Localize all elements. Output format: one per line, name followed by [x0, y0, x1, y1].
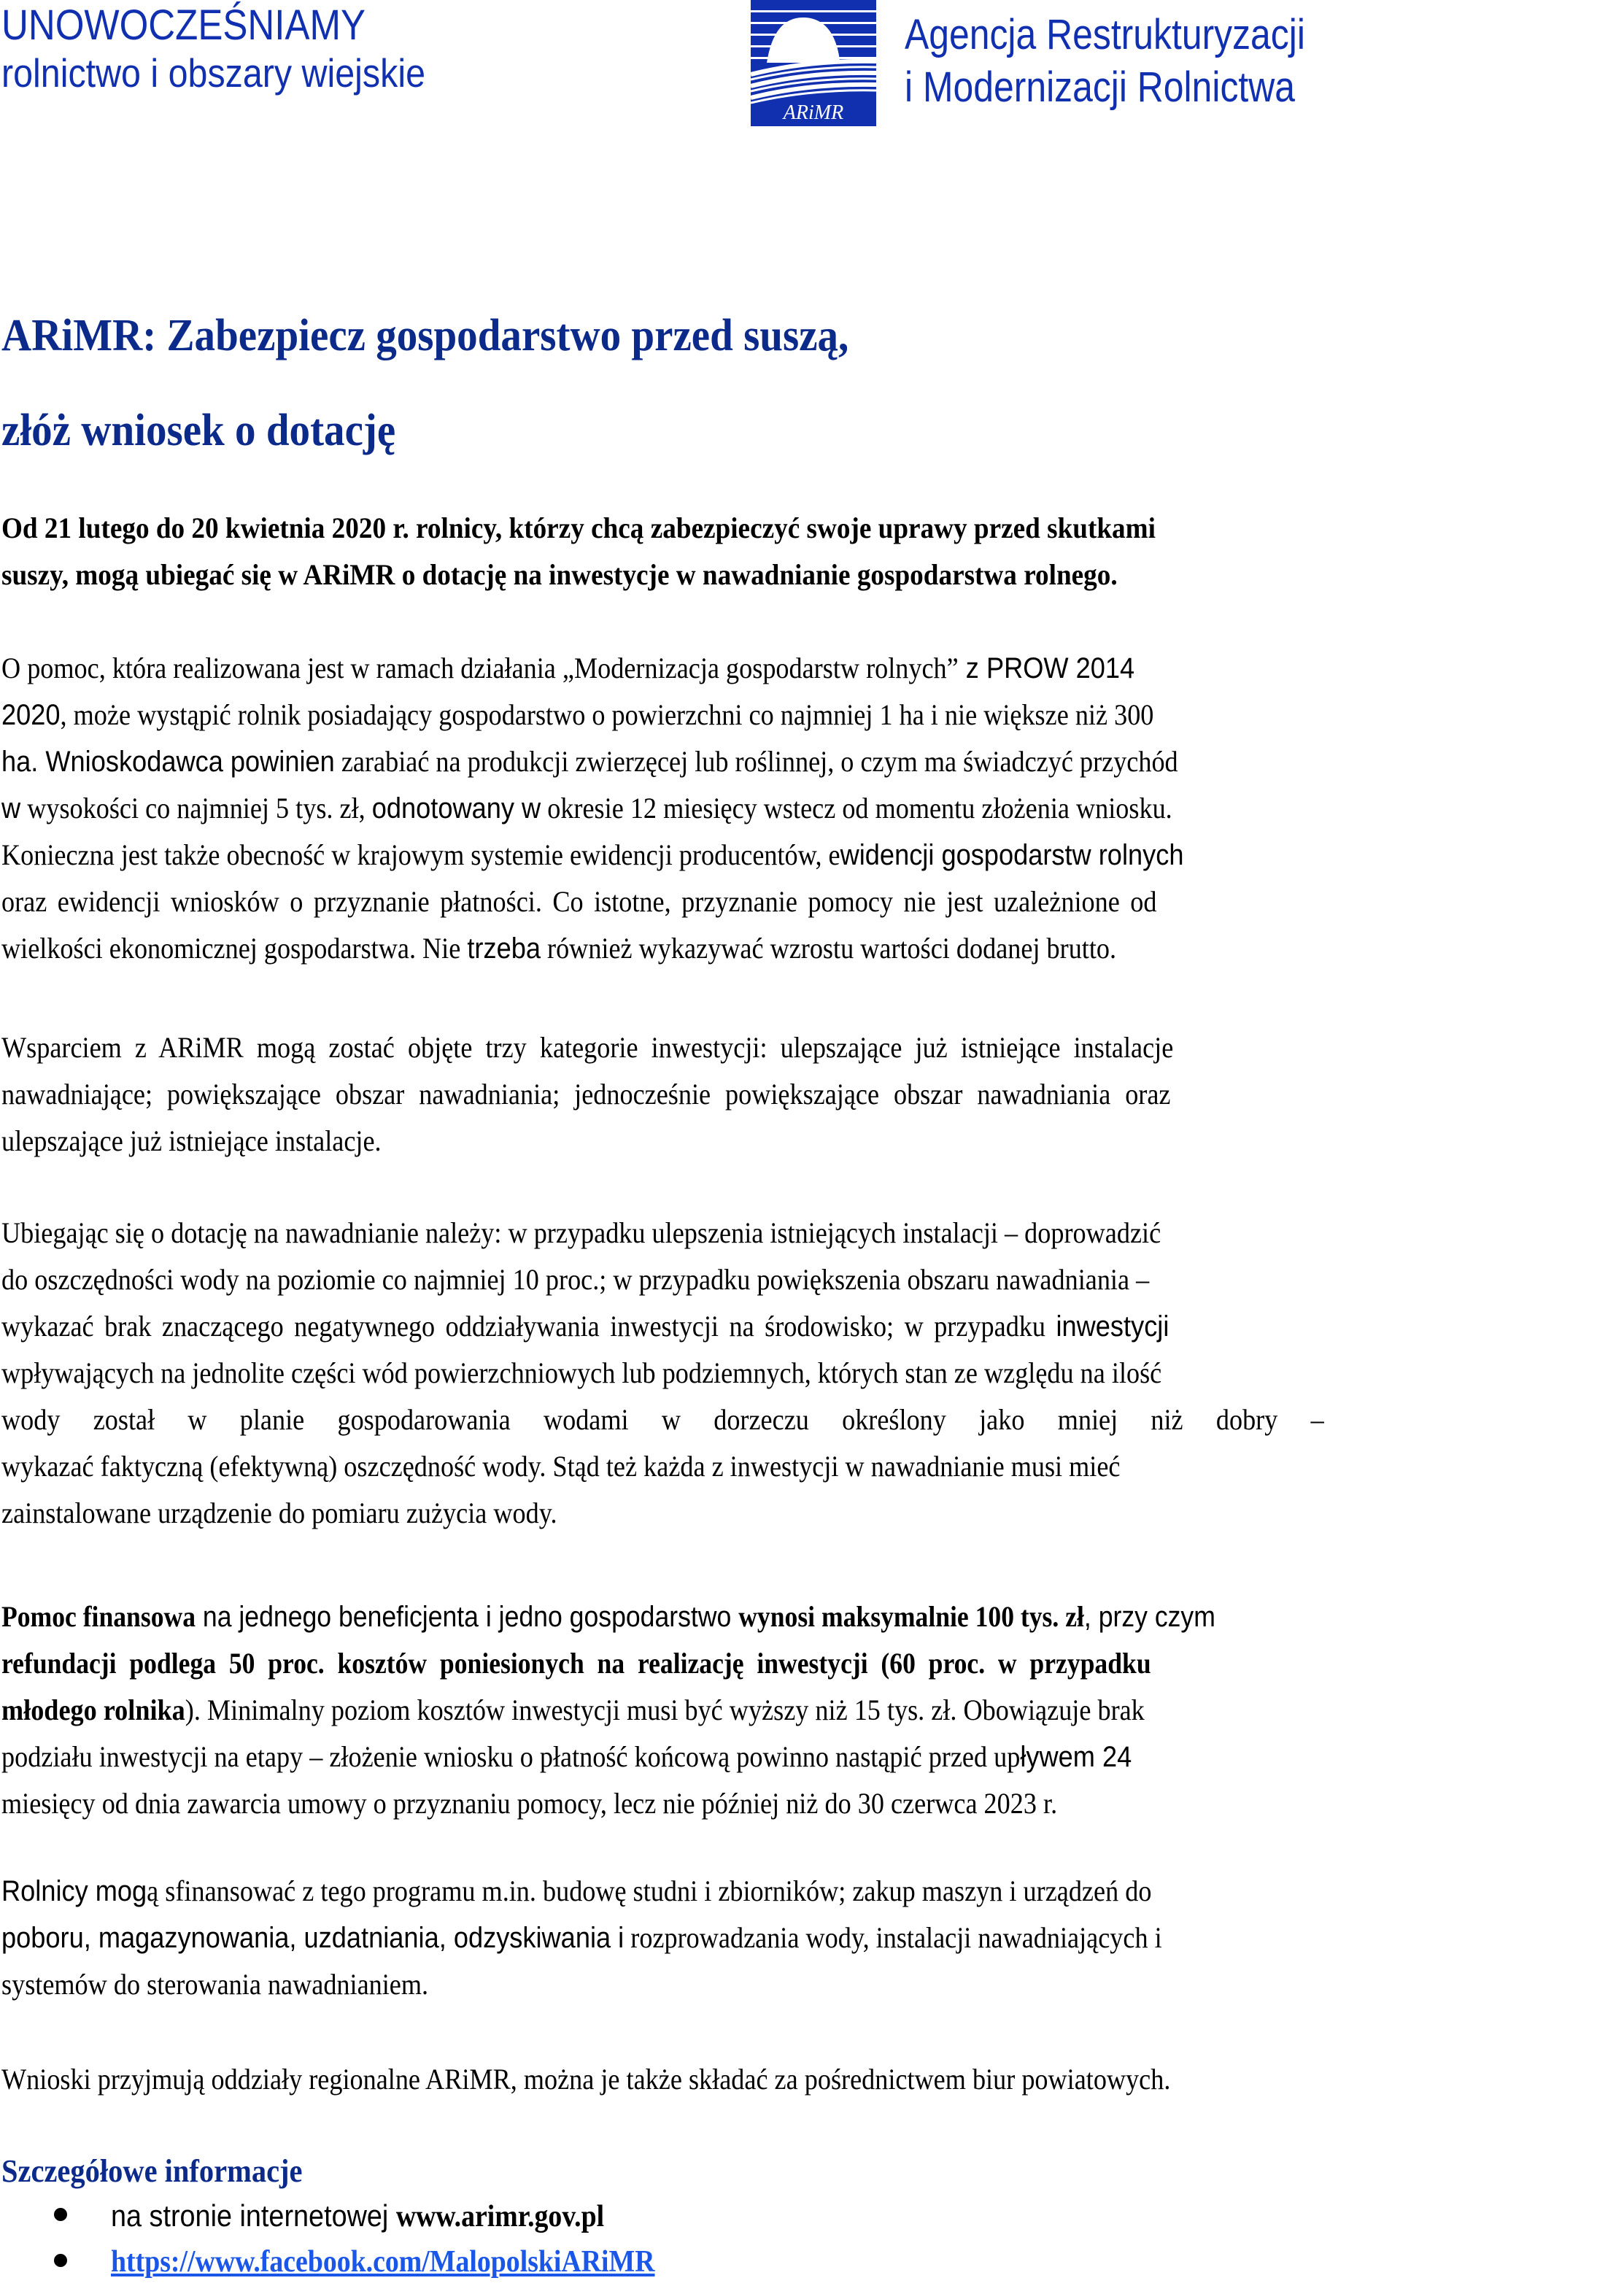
slogan-logo [1, 1, 483, 96]
eligibility-paragraph [1, 645, 1592, 972]
facebook-link[interactable]: https://www.facebook.com/MalopolskiARiMR [111, 2245, 655, 2279]
paragraph-line [1, 785, 1441, 832]
text-run: z PROW 2014 [958, 652, 1135, 684]
paragraph-line: wpływających na jednolite części wód powierzchniowych lub podziemnych, których stan ze względu na ilość [1, 1356, 1162, 1389]
agency-name [905, 9, 1370, 114]
text-run: wykazać brak znaczącego negatywnego oddziaływania inwestycji na środowisko; w przypadku [1, 1310, 1056, 1343]
paragraph-line: miesięcy od dnia zawarcia umowy o przyznaniu pomocy, lecz nie później niż do 30 czerwca 2023 r. [1, 1787, 1058, 1820]
text-run: wielkości ekonomicznej gospodarstwa. Nie [1, 932, 468, 965]
paragraph-line: zainstalowane urządzenie do pomiaru zużycia wody. [1, 1496, 557, 1529]
details-heading [1, 2151, 328, 2192]
paragraph-line [1, 1868, 1441, 1915]
text-run: 2020 [1, 699, 61, 731]
text-run: trzeba [467, 932, 541, 965]
lead-line: suszy, mogą ubiegać się w ARiMR o dotację na inwestycje w nawadnianie gospodarstwa rolnego. [1, 558, 1118, 591]
paragraph-line [1, 1594, 1417, 1640]
paragraph-line [1, 1915, 1441, 1961]
text-run: poboru, magazynowania, uzdatniania, odzyskiwania i [1, 1922, 625, 1954]
paragraph-line: wody został w planie gospodarowania wodami w dorzeczu określony jako mniej niż dobry – [1, 1403, 1324, 1436]
text-run: w [1, 792, 21, 824]
details-list-item [0, 2193, 715, 2239]
text-run: inwestycji [1056, 1310, 1169, 1343]
text-run: Rolnicy mog [1, 1875, 147, 1907]
text-run: młodego rolnika [1, 1694, 185, 1726]
text-run: podziału inwestycji na etapy – złożenie wniosku o płatność końcową powinno nastąpić przed up [1, 1740, 1021, 1773]
text-run: na jednego beneficjenta i jedno gospodarstwo [196, 1601, 739, 1633]
text-run: refundacji podlega 50 proc. kosztów poniesionych na realizację inwestycji (60 proc. w przypadku [1, 1647, 1151, 1680]
website-address[interactable]: www.arimr.gov.pl [395, 2200, 605, 2233]
page-title [1, 288, 922, 478]
paragraph-line [1, 1303, 1441, 1350]
agency-name-line-1: Agencja Restrukturyzacji [905, 11, 1305, 58]
paragraph-line: wykazać faktyczną (efektywną) oszczędność wody. Stąd też każda z inwestycji w nawadnianie musi mieć [1, 1450, 1121, 1483]
text-run: ływem 24 [1020, 1741, 1132, 1773]
text-run: wynosi maksymalnie 100 tys. zł [738, 1600, 1084, 1633]
text-run: , może wystąpić rolnik posiadający gospodarstwo o powierzchni co najmniej 1 ha i nie większe niż 300 [60, 698, 1154, 731]
text-run: ha. Wnioskodawca powinien [1, 746, 335, 778]
paragraph-line [1, 645, 1441, 692]
title-line-1: ARiMR: Zabezpiecz gospodarstwo przed suszą, [1, 311, 849, 360]
text-run: widencji gospodarstw rolnych [840, 839, 1184, 871]
arimr-logo-icon [751, 0, 876, 126]
paragraph-line: Wsparciem z ARiMR mogą zostać objęte trzy kategorie inwestycji: ulepszające już istniejące instalacje [1, 1031, 1174, 1064]
paragraph-line: ulepszające już istniejące instalacje. [1, 1124, 382, 1157]
bullet-icon [54, 2254, 67, 2267]
requirements-paragraph [1, 1210, 1592, 1537]
details-list [0, 2193, 715, 2285]
paragraph-line: Wnioski przyjmują oddziały regionalne ARiMR, można je także składać za pośrednictwem biur powiatowych. [1, 2063, 1171, 2096]
text-run: również wykazywać wzrostu wartości dodanej brutto. [540, 932, 1117, 965]
details-list-item [0, 2239, 715, 2285]
paragraph-line [1, 1640, 1417, 1687]
application-offices-paragraph [1, 2056, 1592, 2103]
text-run: wysokości co najmniej 5 tys. zł, [20, 792, 372, 824]
paragraph-line [1, 738, 1441, 785]
text-run: ). Minimalny poziom kosztów inwestycji musi być wyższy niż 15 tys. zł. Obowiązuje brak [185, 1694, 1145, 1726]
paragraph-line: nawadniające; powiększające obszar nawadniania; jednocześnie powiększające obszar nawadniania oraz [1, 1078, 1171, 1111]
text-run: rozprowadzania wody, instalacji nawadniających i [624, 1921, 1162, 1954]
paragraph-line: Ubiegając się o dotację na nawadnianie należy: w przypadku ulepszenia istniejących instalacji – doprowadzić [1, 1216, 1161, 1249]
text-run: O pomoc, która realizowana jest w ramach działania „Modernizacja gospodarstw rolnych” [1, 652, 959, 684]
text-run: ą sfinansować z tego programu m.in. budowę studni i zbiorników; zakup maszyn i urządzeń do [147, 1874, 1152, 1907]
details-heading-text: Szczegółowe informacje [1, 2153, 303, 2189]
paragraph-line: do oszczędności wody na poziomie co najmniej 10 proc.; w przypadku powiększenia obszaru nawadniania – [1, 1263, 1150, 1296]
paragraph-line [1, 1687, 1441, 1734]
investment-categories-paragraph [1, 1024, 1592, 1165]
logo-text: ARiMR [783, 101, 844, 124]
page-header [0, 0, 1624, 139]
text-run: odnotowany w [371, 792, 541, 824]
lead-paragraph [1, 505, 1592, 598]
funding-paragraph [1, 1594, 1592, 1827]
text-run: Konieczna jest także obecność w krajowym systemie ewidencji producentów, e [1, 838, 840, 871]
paragraph-line [1, 832, 1441, 878]
title-line-2: złóż wniosek o dotację [1, 406, 396, 455]
agency-name-line-2: i Modernizacji Rolnictwa [905, 63, 1296, 111]
text-run: zarabiać na produkcji zwierzęcej lub roślinnej, o czym ma świadczyć przychód [334, 745, 1178, 778]
website-prefix: na stronie internetowej [111, 2198, 396, 2233]
text-run: Pomoc finansowa [1, 1600, 196, 1633]
list-item-text [111, 2193, 604, 2239]
text-run: okresie 12 miesięcy wstecz od momentu złożenia wniosku. [541, 792, 1172, 824]
bullet-icon [54, 2208, 67, 2221]
paragraph-line [1, 692, 1441, 738]
paragraph-line: systemów do sterowania nawadnianiem. [1, 1968, 429, 2001]
eligible-costs-paragraph [1, 1868, 1592, 2008]
text-run: , przy czym [1083, 1601, 1215, 1633]
paragraph-line: oraz ewidencji wniosków o przyznanie płatności. Co istotne, przyznanie pomocy nie jest uzależnione od [1, 885, 1157, 918]
paragraph-line [1, 925, 1441, 972]
paragraph-line [1, 1734, 1441, 1780]
slogan-line-1: UNOWOCZEŚNIAMY [1, 1, 366, 49]
lead-line: Od 21 lutego do 20 kwietnia 2020 r. rolnicy, którzy chcą zabezpieczyć swoje uprawy przed skutkami [1, 511, 1156, 544]
slogan-line-2: rolnictwo i obszary wiejskie [1, 50, 425, 96]
